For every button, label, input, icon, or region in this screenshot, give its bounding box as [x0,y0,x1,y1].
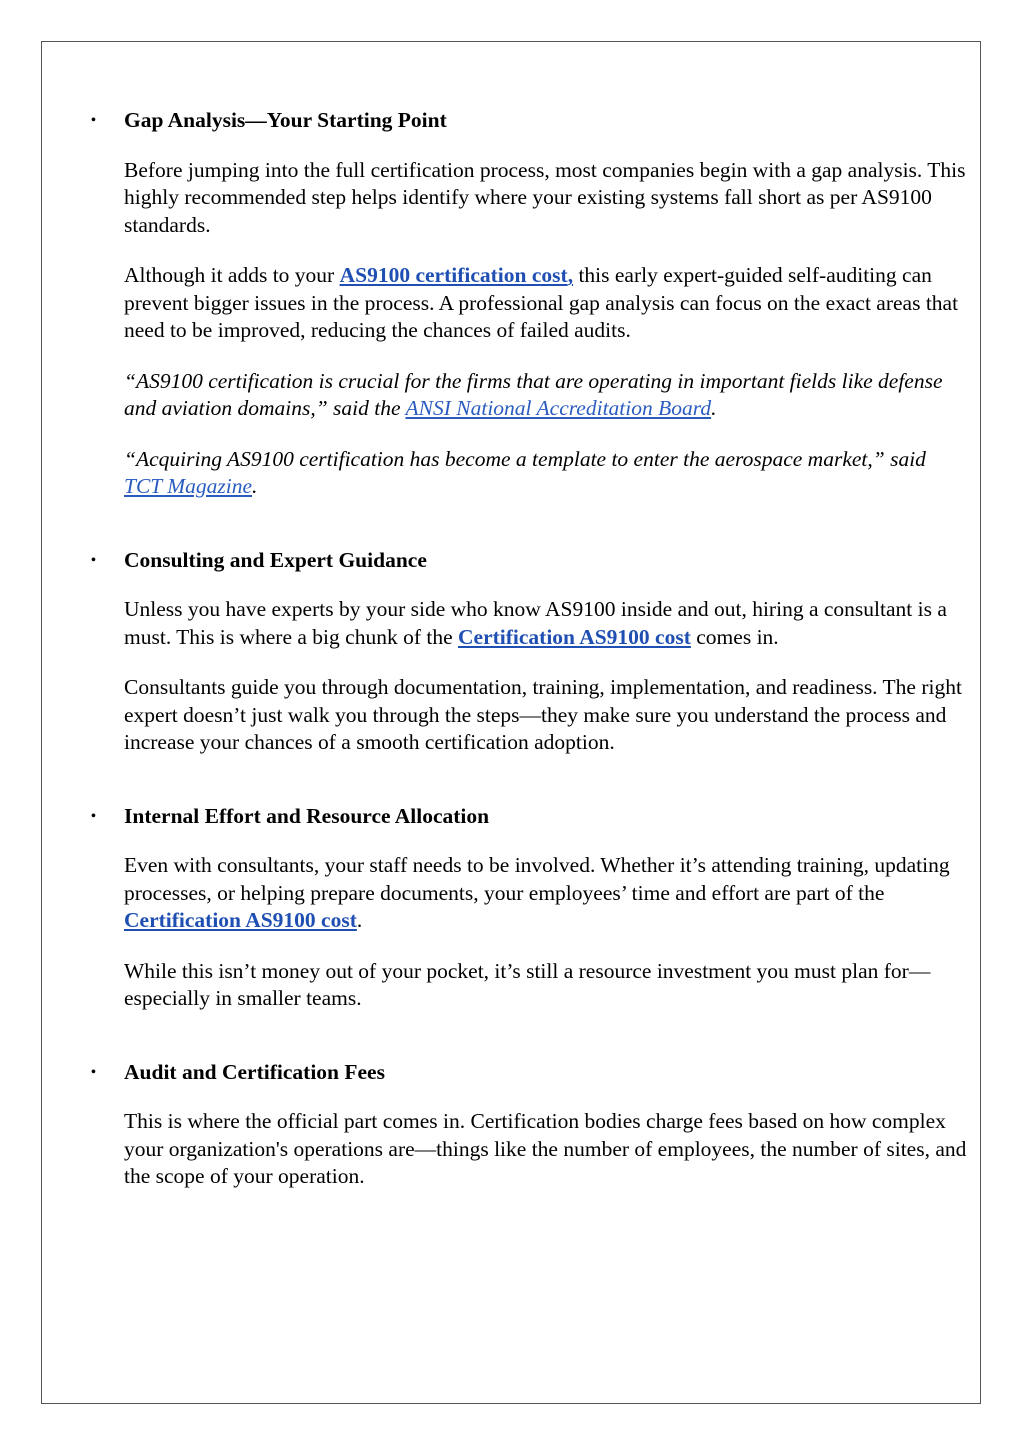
certification-as9100-cost-link[interactable]: Certification AS9100 cost [458,624,691,649]
section-heading [91,1059,969,1087]
bullet-icon: • [91,113,96,128]
bullet-icon: • [91,808,96,824]
heading-text: Audit and Certification Fees [124,1059,385,1084]
document-content [91,107,969,1191]
paragraph [124,596,969,651]
section-gap-analysis [91,107,969,501]
paragraph-text: comes in. [690,624,779,649]
section-heading [91,803,969,831]
certification-as9100-cost-link[interactable]: Certification AS9100 cost [124,908,357,932]
paragraph: While this isn’t money out of your pocket, it’s still a resource investment you must plan for—especially in smaller teams. [124,958,931,1010]
heading-text: Gap Analysis—Your Starting Point [124,108,447,132]
paragraph: Before jumping into the full certification process, most companies begin with a gap analysis. This highly recommended step helps identify where your existing systems fall short as per AS9100 standards. [124,157,966,237]
bullet-icon: • [91,552,96,568]
paragraph-text: Although it adds to your [124,263,340,287]
paragraph: This is where the official part comes in. Certification bodies charge fees based on how complex your organization's operations are—things like the number of employees, the number of sites, and the scope of your operation. [124,1109,967,1188]
paragraph-text: . [356,908,363,932]
section-audit-fees [91,1059,969,1191]
quote-text: “Acquiring AS9100 certification has become a template to enter the aerospace market,” said [124,446,926,471]
bullet-icon: • [91,1064,96,1080]
tct-magazine-link[interactable]: TCT Magazine [124,474,253,498]
section-heading [91,107,969,135]
section-internal-effort [91,803,969,1013]
ansi-national-accreditation-board-link[interactable]: ANSI National Accreditation Board [405,396,712,420]
quote-tct [124,446,969,501]
paragraph-text: Even with consultants, your staff needs to be involved. Whether it’s attending training, updating processes, or helping prepare documents, your employees’ time and effort are part of the [124,853,950,905]
quote-text: “AS9100 certification is crucial for the firms that are operating in important fields like defense and aviation domains,” said the [124,368,943,420]
heading-text: Consulting and Expert Guidance [124,547,427,572]
heading-text: Internal Effort and Resource Allocation [124,803,490,828]
quote-text: . [711,396,717,420]
section-heading [91,547,969,575]
paragraph-text: this early expert-guided self-auditing can prevent bigger issues in the process. A professional gap analysis can focus on the exact areas that need to be improved, reducing the chances of failed audits. [124,263,959,342]
as9100-certification-cost-link[interactable]: AS9100 certification cost, [339,263,574,287]
quote-text: . [252,474,258,498]
quote-ansi [124,368,969,423]
paragraph: Consultants guide you through documentation, training, implementation, and readiness. The right expert doesn’t just walk you through the steps—they make sure you understand the process and increase your chances of a smooth certification adoption. [124,675,962,754]
paragraph-text: Unless you have experts by your side who know AS9100 inside and out, hiring a consultant is a must. This is where a big chunk of the [124,597,947,649]
paragraph [124,852,969,935]
section-consulting [91,547,969,757]
paragraph [124,262,969,345]
